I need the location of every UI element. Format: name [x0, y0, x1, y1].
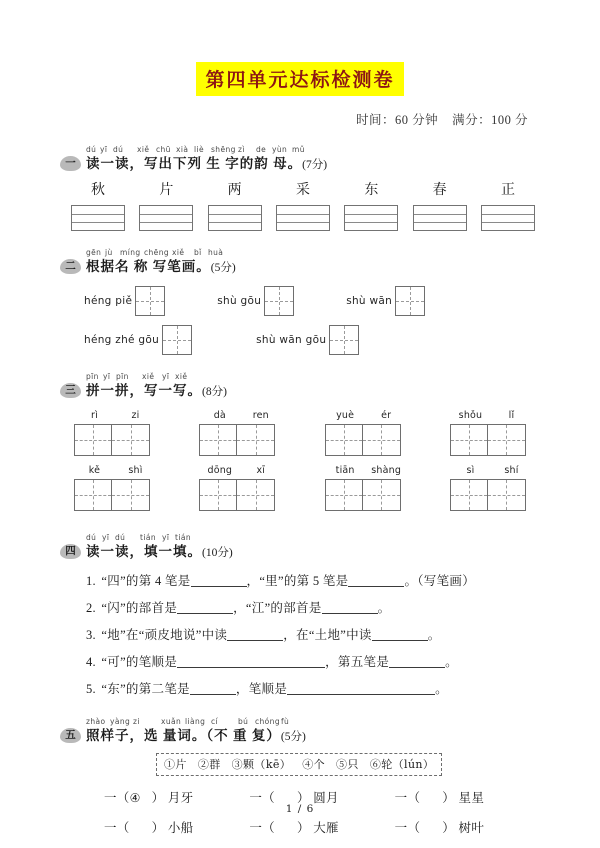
q2-answer-grid[interactable] [135, 286, 165, 316]
q3-pinyin: yuè ér [336, 410, 392, 421]
q5-prefix: 一（ [394, 791, 421, 805]
q3-row [60, 464, 540, 511]
section-five-score: (5分) [280, 731, 306, 743]
q1-item [138, 180, 194, 231]
q5-prefix: 一（ [394, 821, 421, 835]
q1-character: 正 [500, 182, 515, 198]
q3-answer-grids[interactable] [450, 479, 532, 511]
q3-answer-grids[interactable] [325, 479, 407, 511]
q1-item [275, 180, 331, 231]
q5-suffix: ） [442, 821, 456, 835]
q3-answer-grids[interactable] [199, 479, 281, 511]
q5-prefix: 一（ [104, 821, 130, 835]
q2-item [256, 325, 359, 355]
q4-number: 3. [86, 628, 96, 642]
q5-prefix: 一（ [249, 821, 275, 835]
q3-pinyin: sì shí [466, 465, 519, 476]
q3-answer-grids[interactable] [74, 479, 156, 511]
section-one-pinyin: dú yī dú xiě chū xià liè shēng zì de yùn mǔ [86, 145, 305, 154]
q4-question [60, 681, 540, 697]
q1-answer-box[interactable] [344, 205, 398, 231]
page-title-area [60, 0, 540, 96]
q4-number: 4. [86, 655, 96, 669]
q3-pinyin: tiān shàng [335, 465, 402, 476]
q1-character: 采 [295, 182, 310, 198]
q1-character: 片 [159, 182, 174, 198]
section-two-title: 根据名 称 写笔画。(5分) [86, 259, 236, 274]
q4-text: “地”在“顽皮地说”中读 [101, 628, 228, 642]
q3-item [325, 409, 407, 456]
q2-item [84, 325, 192, 355]
section-four-header [60, 533, 540, 562]
q4-blank[interactable] [177, 654, 325, 668]
q3-item [325, 464, 407, 511]
q1-character: 东 [364, 182, 379, 198]
q3-item [199, 464, 281, 511]
exam-time: 时间：60 分钟 [355, 113, 439, 127]
q5-word-bank [156, 753, 442, 776]
q1-character: 两 [227, 182, 242, 198]
q3-pinyin: dōng xī [207, 465, 266, 476]
q2-stroke-name: shù gōu [217, 295, 262, 307]
q2-stroke-name: shù wān [346, 295, 393, 307]
q2-item [217, 286, 294, 316]
q5-item [249, 818, 394, 836]
q5-noun: 大雁 [313, 821, 339, 835]
q5-noun: 月牙 [167, 791, 194, 805]
q5-bank-option[interactable]: ⑤只 [336, 758, 359, 771]
q3-answer-grids[interactable] [450, 424, 532, 456]
section-two-header [60, 248, 540, 277]
section-five-header [60, 717, 540, 746]
q4-text: ，笔顺是 [235, 682, 288, 696]
q3-row [60, 409, 540, 456]
q3-answer-grids[interactable] [325, 424, 407, 456]
section-one-badge: 一 [60, 156, 81, 171]
section-three-score: (8分) [202, 386, 227, 398]
section-one-header [60, 145, 540, 174]
q1-item [70, 180, 126, 231]
section-five-badge: 五 [60, 728, 81, 743]
section-three-title: 拼一拼，写一写。(8分) [86, 383, 227, 398]
q4-number: 2. [86, 601, 96, 615]
q5-suffix: ） [296, 821, 310, 835]
q3-item [74, 409, 156, 456]
q1-character: 秋 [91, 182, 105, 198]
q2-answer-grid[interactable] [162, 325, 192, 355]
q3-answer-grids[interactable] [199, 424, 281, 456]
q1-item [343, 180, 399, 231]
q2-answer-grid[interactable] [264, 286, 294, 316]
q1-item [207, 180, 263, 231]
q5-bank-option[interactable]: ②群 [197, 758, 221, 771]
q4-text: 。 [445, 655, 458, 669]
section-three-header [60, 372, 540, 401]
q5-noun: 小船 [167, 821, 194, 835]
q2-item [84, 286, 165, 316]
q4-blank[interactable] [372, 627, 428, 641]
section-one-title: 读一读，写出下列 生 字的韵 母。(7分) [86, 156, 328, 171]
q3-item [199, 409, 281, 456]
q2-answer-grid[interactable] [395, 286, 425, 316]
section-five-title: 照样子，选 量词。（不 重 复）(5分) [86, 728, 306, 743]
q2-stroke-name: shù wān gōu [256, 334, 327, 346]
q2-answer-grid[interactable] [329, 325, 359, 355]
q1-item [480, 180, 536, 231]
q4-text: 。 [435, 682, 448, 696]
q1-answer-box[interactable] [413, 205, 467, 231]
q5-bank-option[interactable]: ⑥轮（lún） [369, 758, 435, 771]
q2-row [60, 325, 540, 355]
q4-question [60, 600, 540, 616]
q1-character-row [60, 180, 540, 231]
section-two-badge: 二 [60, 259, 81, 274]
q4-text: ，在“土地”中读 [283, 628, 372, 642]
q5-bank-option[interactable]: ④个 [302, 758, 326, 771]
q4-blank[interactable] [348, 573, 404, 587]
q5-suffix: ） [151, 791, 165, 805]
section-two-score: (5分) [210, 262, 236, 274]
q4-text: “闪”的部首是 [101, 601, 178, 615]
q1-answer-box[interactable] [208, 205, 262, 231]
q4-blank[interactable] [177, 600, 233, 614]
section-four-pinyin: dú yī dú tián yī tián [86, 533, 191, 542]
q4-blank[interactable] [227, 627, 283, 641]
q4-blank[interactable] [389, 654, 445, 668]
q1-answer-box[interactable] [481, 205, 535, 231]
section-four-score: (10分) [202, 547, 233, 559]
q3-pinyin: kě shì [88, 465, 143, 476]
q3-pinyin: dà ren [213, 410, 269, 421]
q5-prefix: 一（ [249, 791, 275, 805]
q2-item [346, 286, 425, 316]
q5-item [104, 818, 249, 836]
q3-item [450, 464, 532, 511]
q4-blank[interactable] [191, 573, 247, 587]
section-four-title: 读一读，填一填。(10分) [86, 544, 233, 559]
exam-info [60, 110, 540, 128]
section-three [60, 372, 540, 511]
q5-item [395, 818, 540, 836]
q5-answer-blank[interactable]: ④ [129, 791, 141, 805]
q5-bank-option[interactable]: ③颗（kē） [231, 758, 292, 771]
q5-noun: 树叶 [458, 821, 485, 835]
q5-suffix: ） [296, 791, 310, 805]
section-five-pinyin: zhào yàng zi xuǎn liàng cí bú chóngfù [86, 717, 290, 726]
q5-prefix: 一（ [104, 791, 130, 805]
q4-text: 。（写笔画） [404, 574, 475, 588]
q4-text: “可”的笔顺是 [101, 655, 178, 669]
q4-text: 。 [427, 628, 441, 642]
q5-suffix: ） [442, 791, 456, 805]
exam-total-score: 满分：100 分 [452, 113, 528, 127]
q5-bank-option[interactable]: ①片 [164, 758, 187, 771]
q3-pinyin: rì zi [91, 410, 140, 421]
section-two [60, 248, 540, 355]
page-title: 第四单元达标检测卷 [196, 62, 403, 96]
q2-row [60, 286, 540, 316]
q4-blank[interactable] [287, 681, 435, 695]
q2-stroke-name: héng piě [84, 295, 133, 307]
q2-stroke-name: héng zhé gōu [84, 334, 160, 346]
page-footer: 1 / 6 [285, 803, 315, 815]
q3-item [450, 409, 532, 456]
section-three-pinyin: pīn yī pīn xiě yī xiě [86, 372, 188, 381]
q4-number: 5. [86, 682, 96, 696]
section-one [60, 145, 540, 231]
section-four-badge: 四 [60, 544, 81, 559]
q4-question [60, 573, 540, 589]
q5-row [60, 818, 540, 836]
q1-character: 春 [432, 182, 447, 198]
section-three-badge: 三 [60, 383, 81, 398]
q4-text: “东”的第二笔是 [101, 682, 190, 696]
q1-answer-box[interactable] [139, 205, 193, 231]
section-four [60, 533, 540, 697]
section-five [60, 717, 540, 836]
q4-text: 。 [377, 601, 391, 615]
q5-noun: 星星 [458, 791, 485, 805]
q3-item [74, 464, 156, 511]
q5-noun: 圆月 [313, 791, 339, 805]
q4-question [60, 654, 540, 670]
q4-blank[interactable] [322, 600, 378, 614]
q3-pinyin: shǒu lǐ [458, 410, 515, 421]
q5-suffix: ） [151, 821, 165, 835]
q4-blank[interactable] [190, 681, 236, 695]
q4-text: “四”的第 4 笔是 [101, 574, 191, 588]
q1-answer-box[interactable] [71, 205, 125, 231]
q4-text: ，“江”的部首是 [233, 601, 322, 615]
section-two-pinyin: gēn jù míng chēng xiě bǐ huà [86, 248, 224, 257]
q1-item [412, 180, 468, 231]
q4-text: ，“里”的第 5 笔是 [246, 574, 349, 588]
q1-answer-box[interactable] [276, 205, 330, 231]
q4-number: 1. [86, 574, 96, 588]
section-one-score: (7分) [302, 159, 328, 171]
q4-text: ，第五笔是 [325, 655, 390, 669]
q4-question [60, 627, 540, 643]
q3-answer-grids[interactable] [74, 424, 156, 456]
